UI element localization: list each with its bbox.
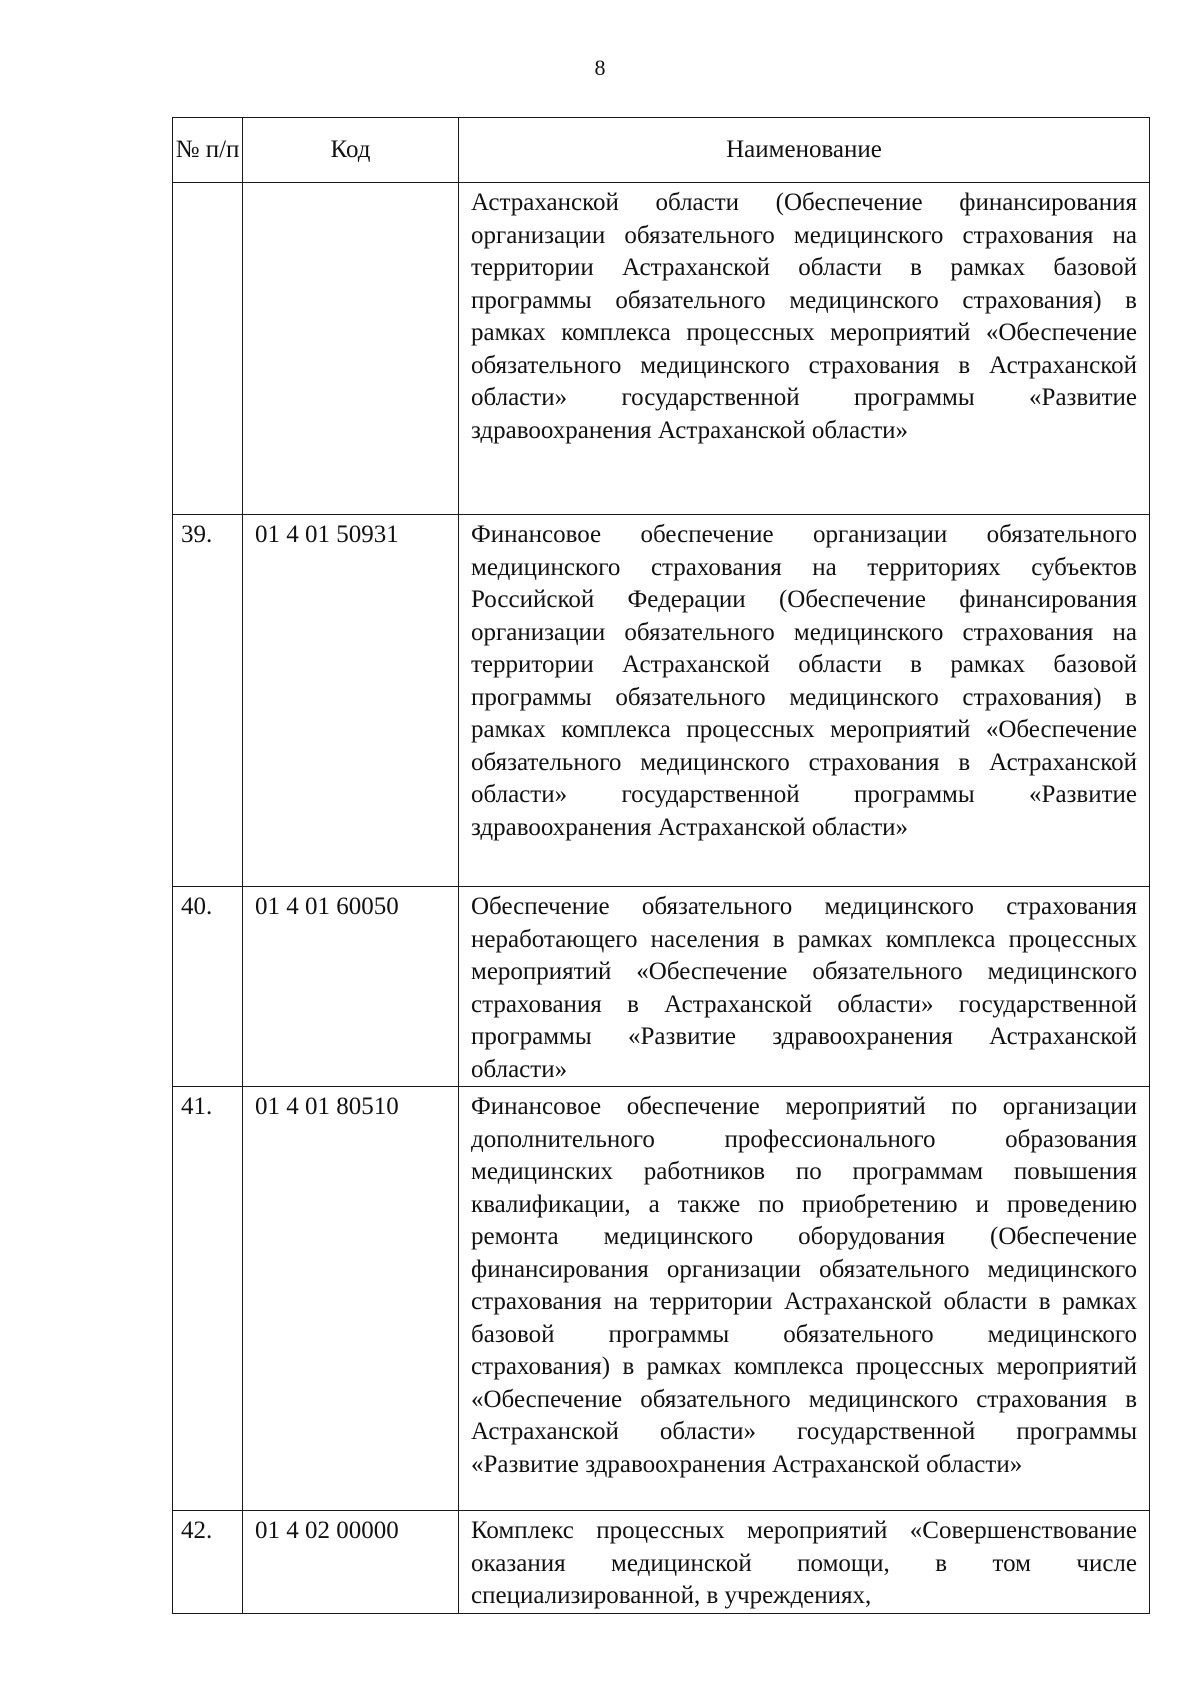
row-name: Финансовое обеспечение организации обязательного медицинского страхования на территориях субъектов Российской Федерации (Обеспечение финансирования организации обязательного медицинского страхования на территории Астраханской области в рамках базовой программы обязательного медицинского страхования) в рамках комплекса процессных мероприятий «Обеспечение обязательного медицинского страхования в Астраханской области» государственной программы «Развитие здравоохранения Астраханской области» <box>459 515 1150 887</box>
row-name: Финансовое обеспечение мероприятий по организации дополнительного профессионального образования медицинских работников по программам повышения квалификации, а также по приобретению и проведению ремонта медицинского оборудования (Обеспечение финансирования организации обязательного медицинского страхования на территории Астраханской области в рамках базовой программы обязательного медицинского страхования) в рамках комплекса процессных мероприятий «Обеспечение обязательного медицинского страхования в Астраханской области» государственной программы «Развитие здравоохранения Астраханской области» <box>459 1087 1150 1511</box>
budget-code-table <box>172 117 1150 1614</box>
row-code: 01 4 01 80510 <box>243 1087 459 1511</box>
table-row <box>173 1087 1150 1511</box>
row-num <box>173 183 243 515</box>
row-name: Обеспечение обязательного медицинского страхования неработающего населения в рамках комплекса процессных мероприятий «Обеспечение обязательного медицинского страхования в Астраханской области» государственной программы «Развитие здравоохранения Астраханской области» <box>459 887 1150 1087</box>
header-name: Наименование <box>459 118 1150 183</box>
row-code <box>243 183 459 515</box>
row-code: 01 4 02 00000 <box>243 1511 459 1614</box>
row-num: 42. <box>173 1511 243 1614</box>
header-code: Код <box>243 118 459 183</box>
row-num: 40. <box>173 887 243 1087</box>
table-row <box>173 887 1150 1087</box>
table-header-row <box>173 118 1150 183</box>
header-num: № п/п <box>173 118 243 183</box>
table-row <box>173 183 1150 515</box>
row-num: 41. <box>173 1087 243 1511</box>
row-name: Комплекс процессных мероприятий «Совершенствование оказания медицинской помощи, в том числе специализированной, в учреждениях, <box>459 1511 1150 1614</box>
page-number: 8 <box>594 55 606 80</box>
table-row <box>173 515 1150 887</box>
row-code: 01 4 01 60050 <box>243 887 459 1087</box>
row-num: 39. <box>173 515 243 887</box>
row-code: 01 4 01 50931 <box>243 515 459 887</box>
table-row <box>173 1511 1150 1614</box>
row-name: Астраханской области (Обеспечение финансирования организации обязательного медицинского страхования на территории Астраханской области в рамках базовой программы обязательного медицинского страхования) в рамках комплекса процессных мероприятий «Обеспечение обязательного медицинского страхования в Астраханской области» государственной программы «Развитие здравоохранения Астраханской области» <box>459 183 1150 515</box>
